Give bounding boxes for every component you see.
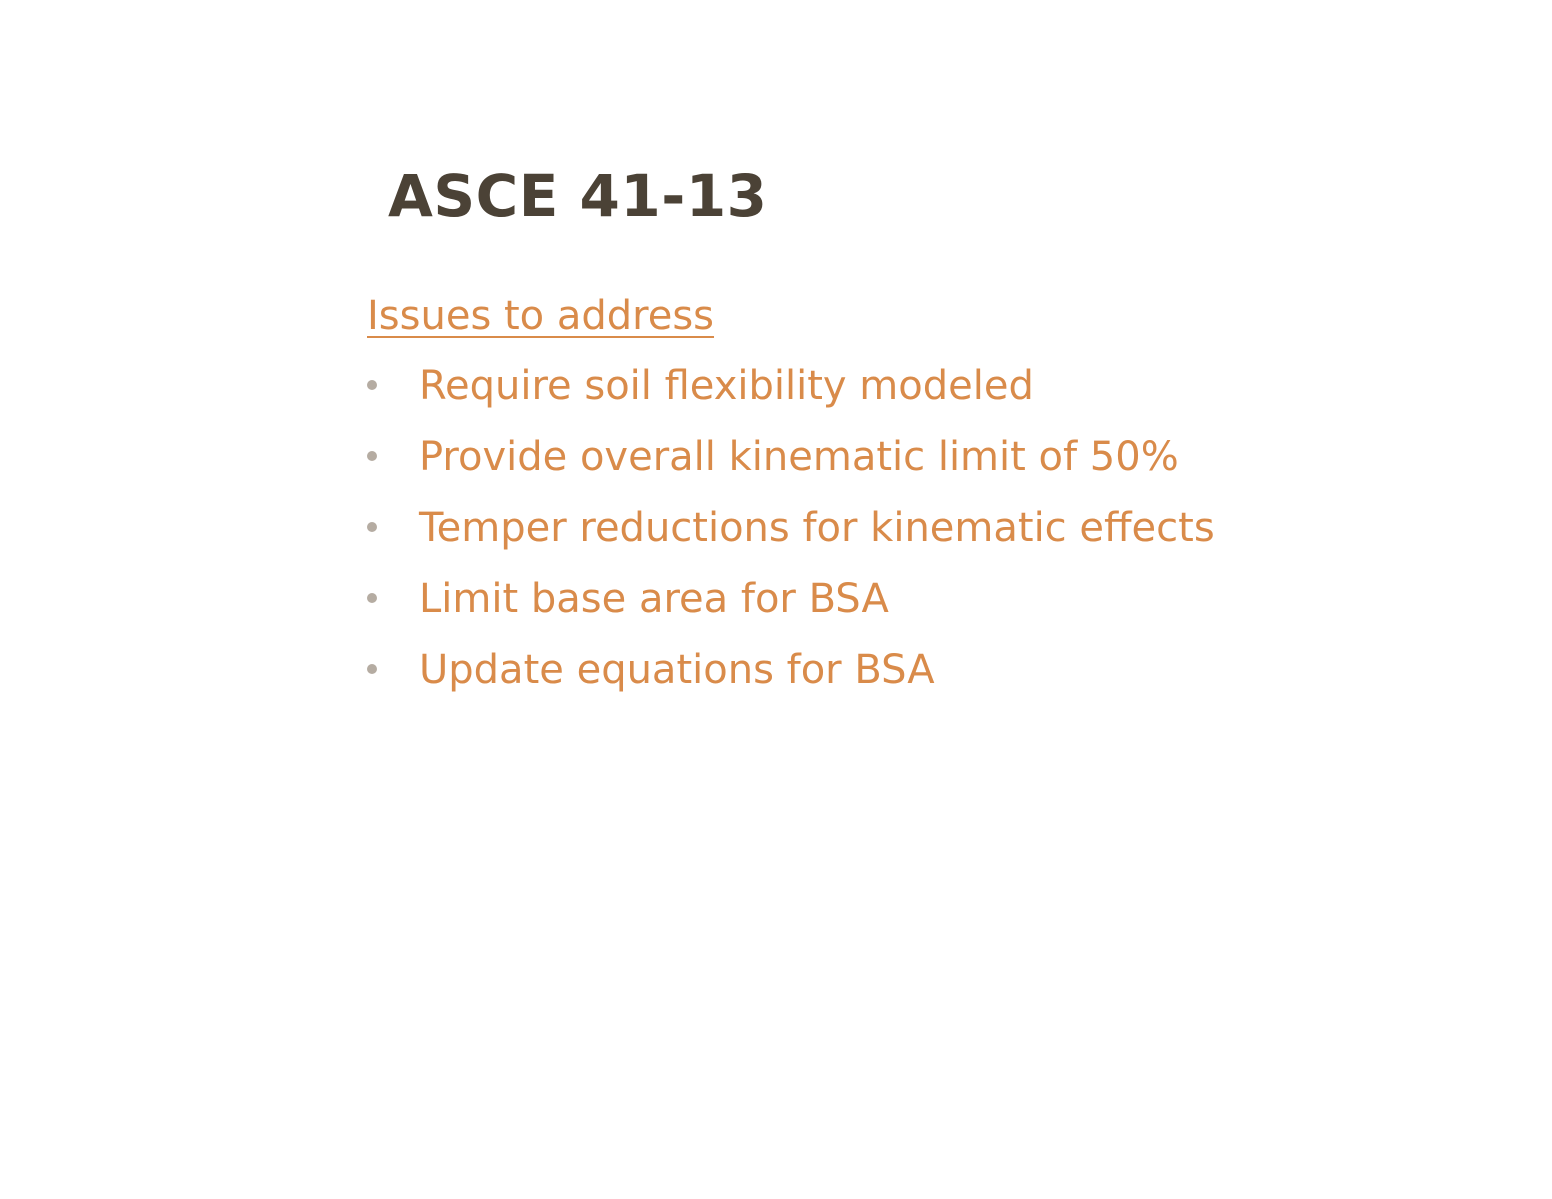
bullet-item <box>367 500 1215 571</box>
bullet-dot-icon <box>367 451 377 461</box>
bullet-item <box>367 571 889 642</box>
subheading: Issues to address <box>367 293 715 339</box>
bullet-dot-icon <box>367 380 377 390</box>
bullet-dot-icon <box>367 593 377 603</box>
slide-title: ASCE 41-13 <box>388 162 768 230</box>
bullet-list <box>367 358 1215 713</box>
bullet-text: Provide overall kinematic limit of 50% <box>419 434 1179 480</box>
bullet-text: Limit base area for BSA <box>419 576 889 622</box>
bullet-item <box>367 358 1034 429</box>
bullet-text: Update equations for BSA <box>419 647 935 693</box>
bullet-item <box>367 642 935 713</box>
bullet-dot-icon <box>367 522 377 532</box>
bullet-text: Require soil flexibility modeled <box>419 363 1034 409</box>
bullet-item <box>367 429 1179 500</box>
bullet-dot-icon <box>367 664 377 674</box>
bullet-text: Temper reductions for kinematic effects <box>419 505 1215 551</box>
slide-body <box>367 288 1215 713</box>
